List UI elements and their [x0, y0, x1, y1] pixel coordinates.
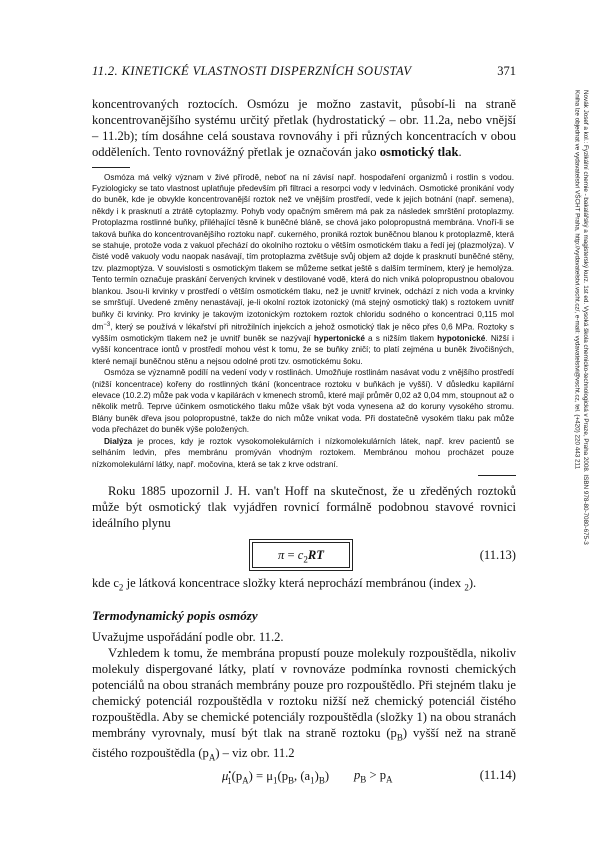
term-dialysis: Dialýza — [104, 436, 133, 446]
equation-11-13 — [92, 540, 516, 570]
equation-number: (11.13) — [479, 547, 516, 562]
page-number: 371 — [497, 64, 516, 78]
boxed-equation: $\pi = c_2RT$ — [252, 542, 350, 568]
body-paragraph-2: Vzhledem k tomu, že membrána propustí pouze molekuly rozpouštědla, nikoliv molekuly dispergované látky, platí v rovnováze podmínka rovnosti chemických potenciálů na obou stranách membrány pouze pro rozpouštědlo. Při stejném tlaku je chemický potenciál rozpouštědla v roztoku nižší než chemický potenciál čistého rozpouštědla. Aby se chemické potenciály rozpouštědla (složky 1) na obou stranách membrány vyrovnaly, musí být tlak na straně roztoku $(p_B)$ vyšší než na straně čistého rozpouštědla $(p_A)$ – viz obr. 11.2 — [92, 645, 517, 763]
term-osmotic-pressure: osmotický tlak — [379, 144, 459, 159]
pressure-condition: $p_B > p_A$ — [354, 768, 393, 785]
note-paragraph-3: Dialýza je proces, kdy je roztok vysokomolekulárních i nízkomolekulárních látek, např. krev pacientů se selháním ledvin, přes membránu promýván vhodným roztokem. Membránou mohou procházet pouze nízkomolekulární látky, např. močovina, která se tak z krve odstraní. — [92, 436, 514, 469]
small-print-note — [92, 172, 516, 470]
term-hypotonic: hypotonické — [437, 334, 486, 344]
body-paragraph-1: Uvažujme uspořádání podle obr. 11.2. — [92, 630, 284, 645]
note-paragraph-2: Osmóza se významně podílí na vedení vody v rostlinách. Umožňuje rostlinám nasávat vodu z vnějšího prostředí (nižší koncentrace) kořeny do rostlinných tkání (koncentrace roztoku v buňkách je vyšší). V důsledku kapilární elevace (10.2.2) může pak voda v kapilárách v kmenech stromů, které mají průměr 0,02 až 0,04 mm, stoupnout až o několik metrů. Teprve účinkem osmotického tlaku může však být voda vynesena až do koruny vysokého stromu. Blány buněk dřeva jsou polopropustné, takže do nich může vnikat voda. Při dostatečně vysokém tlaku pak může voda přecházet do buněk výše položených. — [92, 368, 514, 435]
equation-number: (11.14) — [479, 768, 516, 783]
note-bottom-rule — [478, 475, 516, 476]
intro-paragraph: koncentrovaných roztocích. Osmózu je možno zastavit, působí-li na straně koncentrovanějšího systému určitý přetlak (hydrostatický – obr. 11.2a, nebo vnější – 11.2b); tím dosáhne celá soustava rovnováhy i při různých koncentracích v obou odděleních. Tento rovnovážný přetlak je označován jako osmotický tlak. — [92, 97, 516, 159]
side-copyright-note — [559, 90, 589, 750]
running-header — [92, 64, 516, 80]
side-note-line-1: Novák Josef a kol.: Fyzikální chemie - bakalářský a magisterský kurz. 1st ed. Vysoká škola chemicko-technologická v Praze, Praha 2008. ISBN 978-80-7080-675-3 — [582, 90, 589, 545]
note-paragraph-1: Osmóza má velký význam v živé přírodě, neboť na ní závisí např. hospodaření organizmů i rostlin s vodou. Fyziologicky se tato vlastnost uplatňuje především při filtraci a resorpci vody v ledvinách. Osmotické pronikání vody do buněk, kde je obvykle koncentrovanější roztok než ve vnějším prostředí, vede k jejich botnání (např. semena), někdy i k prasknutí a ztrátě cytoplazmy. Pohyb vody opačným směrem má pak za následek smrštění protoplazmy. Protoplazma rostlinné buňky, přiléhající těsně k buněčné bláně, se chová jako polopropustná membrána. Vnoří-li se taková buňka do koncentrovanějšího roztoku např. cukerného, proniká roztok buněčnou blanou k protoplazmě, která se stahuje, protože voda z vakuol přechází do okolního roztoku o větším osmotickém tlaku a ředí jej (plazmolýza). V čisté vodě vakuoly vodu naopak nasávají, tím protoplazma zvětšuje svůj objem až dojde k prasknutí buněčné stěny, tzv. plazmoptýza. V souvislosti s osmotickým tlakem se můžeme setkat ještě s dalším termínem, který je hemolýza. Tento termín označuje praskání červených krvinek v destilované vodě, která do nich vniká polopropustnou obalovou blankou. Jsou-li krvinky v prostředí o větším osmotickém tlaku, než je uvnitř krvinek, odchází z nich voda a krvinky se smršťují. Uvedené změny nenastávají, je-li okolní roztok izotonický (má stejný osmotický tlak) s roztokem uvnitř buňky či krvinky. Pro krvinky je takovým izotonickým roztokem roztok chloridu sodného o koncentraci 0,115 mol $dm^{-3}$, který se používá v lékařství při nitrožilních injekcích a jehož osmotický tlak je něco přes 0,6 MPa. Roztoky s vyšším osmotickým tlakem než je uvnitř buněk se nazývají hypertonické a s nižším tlakem hypotonické. Nižší i vyšší koncentrace iontů v prostředí mohou vést k tomu, že se buňky zničí; to platí zejména u buněk živočišných, které nemají buněčnou stěnu a nejsou odolné proti tzv. osmotickému šoku. — [92, 172, 514, 366]
note-top-rule — [92, 167, 130, 168]
chapter-title: 11.2. KINETICKÉ VLASTNOSTI DISPERZNÍCH SOUSTAV — [92, 64, 412, 78]
equation-11-14 — [92, 768, 516, 786]
page-content — [92, 97, 516, 786]
chemical-potential-equality: $\mu^•_1(p_A) = \mu_1(p_B$, $(a_1)_B$) — [222, 768, 330, 787]
vanthoff-paragraph: Roku 1885 upozornil J. H. van't Hoff na skutečnost, že u zředěných roztoků může být osmotický tlak vyjádřen rovnicí formálně podobnou stavové rovnici ideálního plynu — [92, 483, 516, 530]
section-heading: Termodynamický popis osmózy — [92, 608, 258, 624]
side-note-line-2: Kniha lze objednat ve vydavatelství VŠCHT Praha, http://vydavatelstvi.vscht.cz/, e-mail: vydavatelstvi@vscht.cz, tel. (+420) 220 443 211 — [573, 90, 581, 470]
concentration-note: kde $c_2$ je látková koncentrace složky která neprochází membránou (index $_2$). — [92, 575, 477, 593]
term-hypertonic: hypertonické — [313, 334, 365, 344]
